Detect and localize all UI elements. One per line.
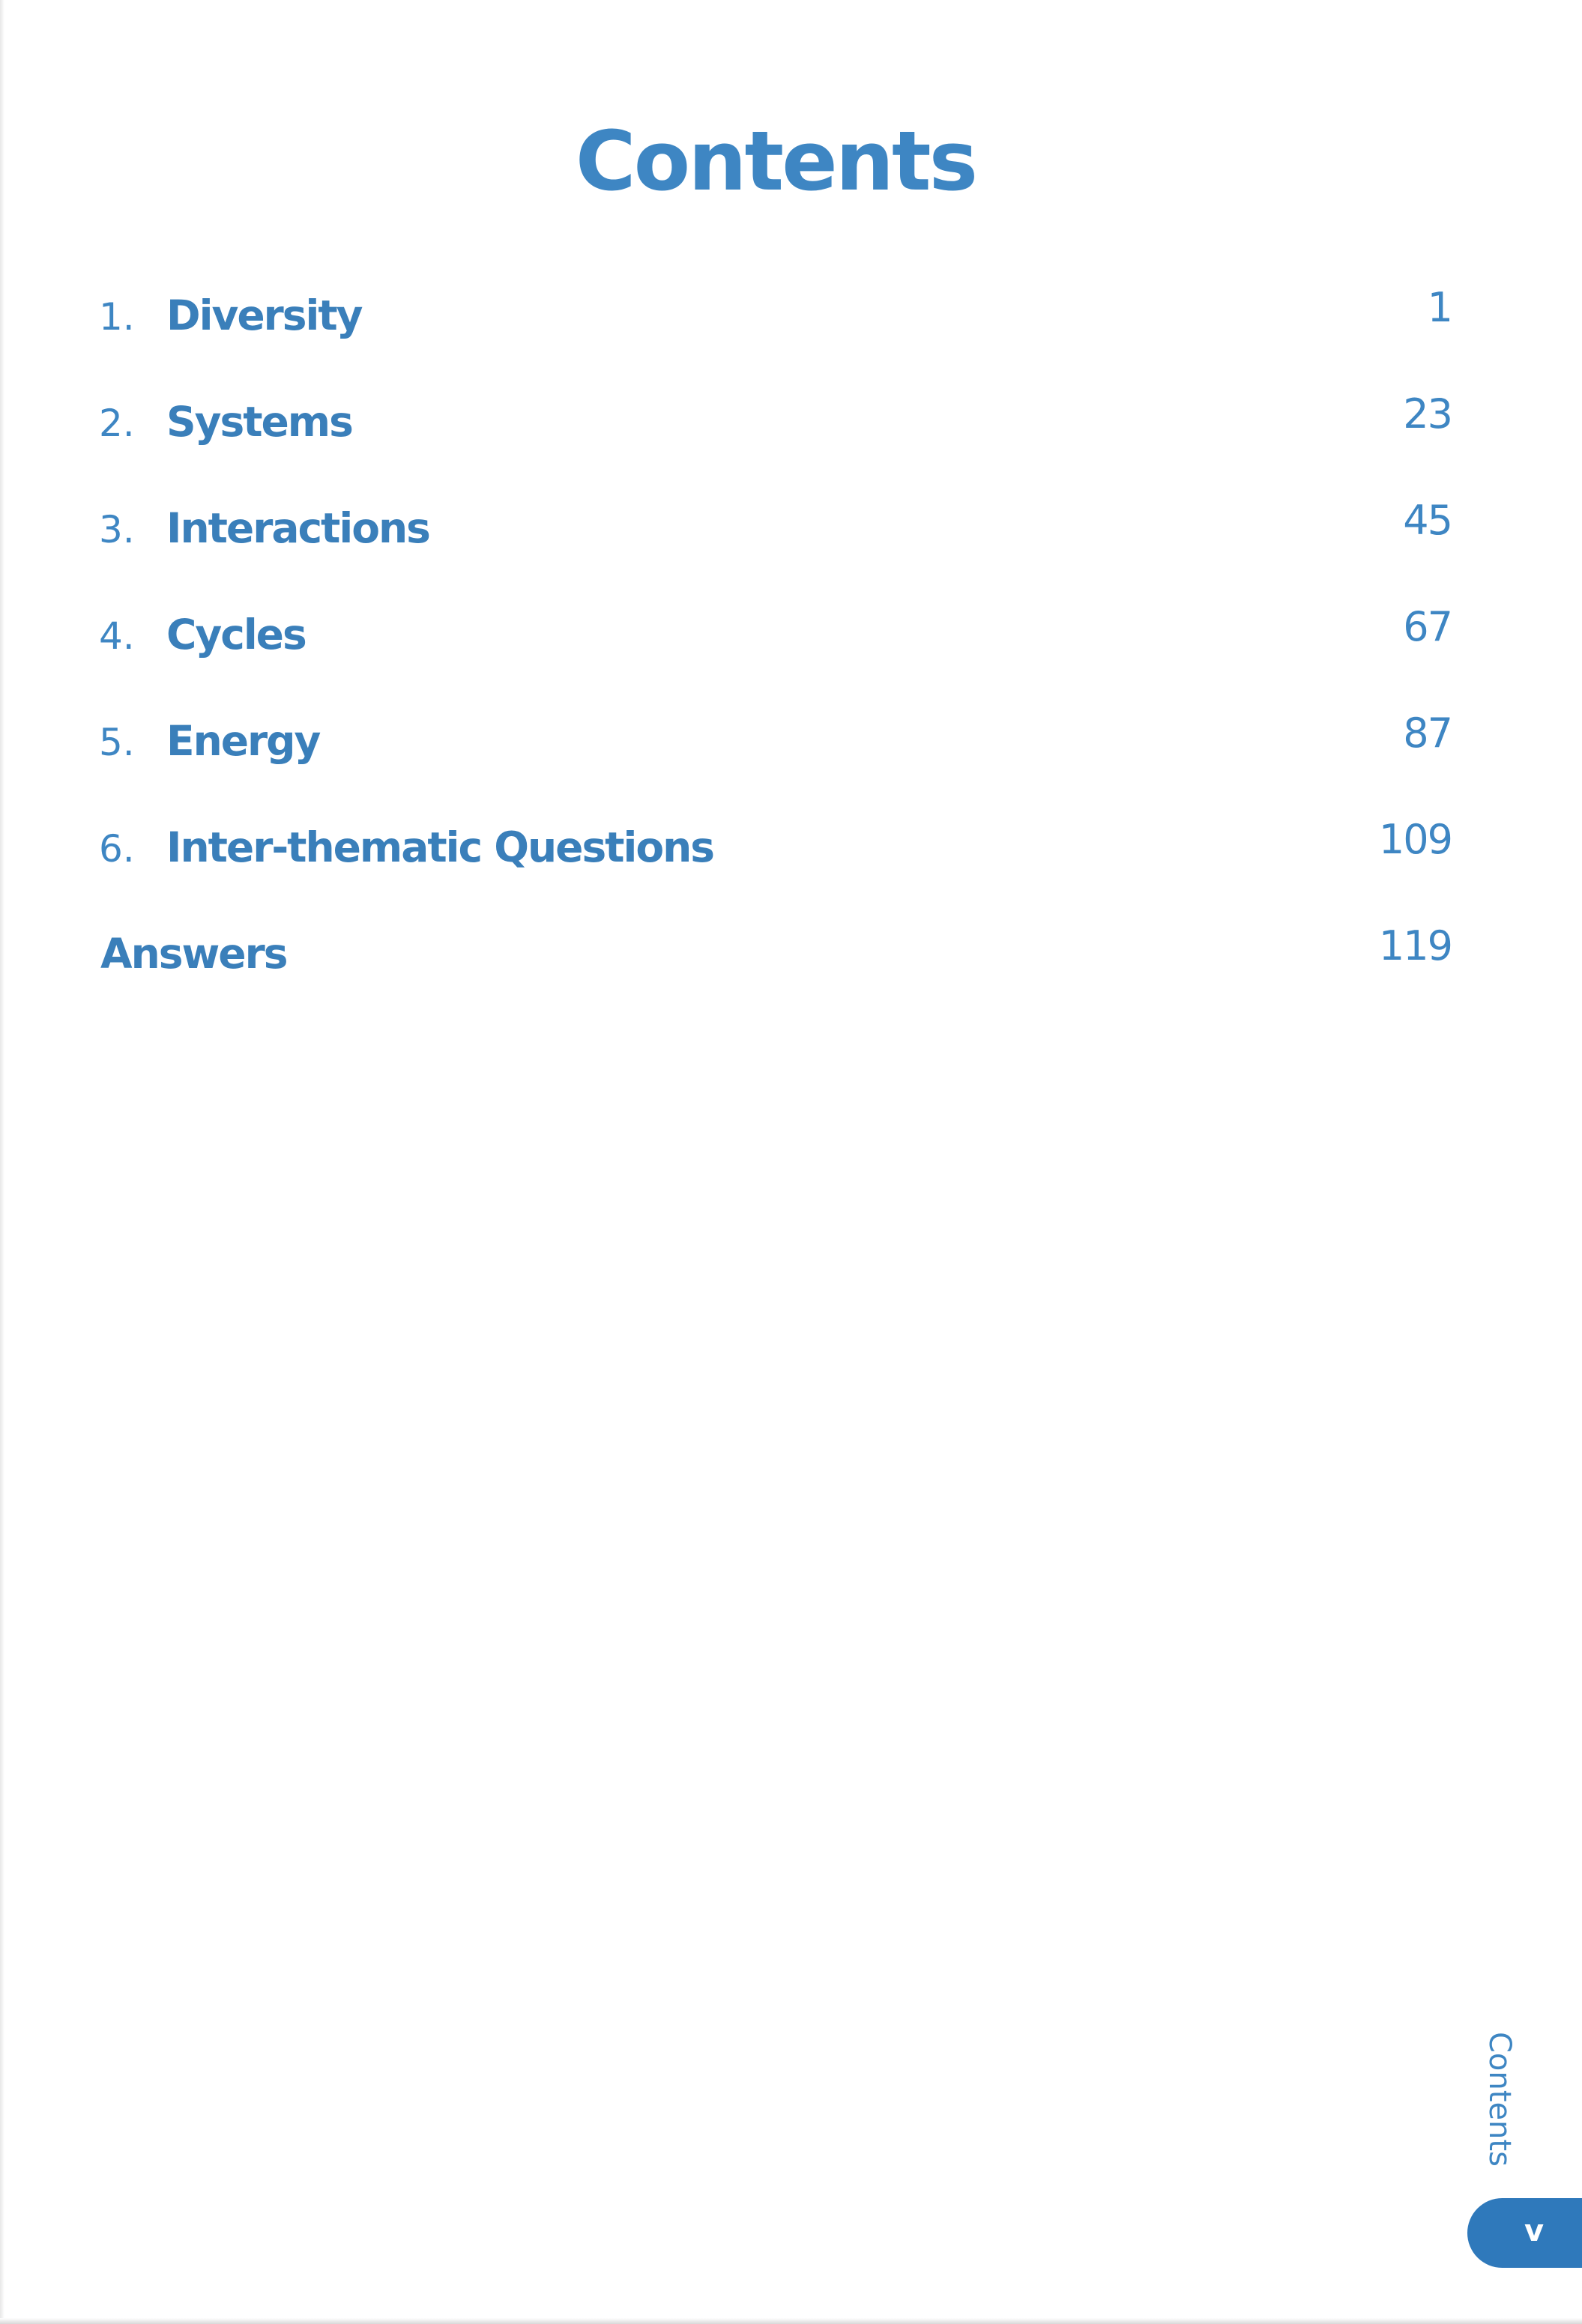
toc-entry-title[interactable]: Energy xyxy=(166,717,320,765)
toc-entry-energy[interactable] xyxy=(0,709,1582,788)
page-bottom-edge xyxy=(0,2318,1582,2324)
toc-entry-page: 67 xyxy=(1403,603,1452,650)
toc-entry-number: 2. xyxy=(99,402,135,445)
toc-entry-title[interactable]: Inter-thematic Questions xyxy=(166,823,714,871)
toc-entry-number: 4. xyxy=(99,614,135,658)
toc-entry-diversity[interactable] xyxy=(0,284,1582,363)
toc-entry-title[interactable]: Answers xyxy=(100,930,287,978)
toc-entry-title[interactable]: Cycles xyxy=(166,611,306,659)
toc-entry-page: 119 xyxy=(1378,922,1452,969)
toc-entry-page: 1 xyxy=(1427,284,1452,331)
page-title: Contents xyxy=(575,113,976,209)
page-number-tab xyxy=(1467,2198,1582,2268)
toc-entry-answers[interactable] xyxy=(0,922,1582,1001)
toc-entry-title[interactable]: Systems xyxy=(166,398,352,446)
running-section-label: Contents xyxy=(1482,2032,1517,2167)
toc-entry-interactions[interactable] xyxy=(0,497,1582,575)
toc-entry-title[interactable]: Diversity xyxy=(166,291,362,339)
toc-entry-number: 5. xyxy=(99,721,135,764)
toc-entry-page: 45 xyxy=(1403,497,1452,544)
toc-entry-page: 23 xyxy=(1403,390,1452,438)
toc-entry-cycles[interactable] xyxy=(0,603,1582,682)
toc-entry-systems[interactable] xyxy=(0,390,1582,469)
toc-entry-number: 1. xyxy=(99,295,135,339)
toc-entry-title[interactable]: Interactions xyxy=(166,504,429,552)
toc-entry-number: 6. xyxy=(99,827,135,871)
toc-entry-inter-thematic-questions[interactable] xyxy=(0,816,1582,895)
toc-entry-page: 109 xyxy=(1378,816,1452,863)
toc-entry-page: 87 xyxy=(1403,709,1452,757)
toc-entry-number: 3. xyxy=(99,508,135,551)
page-number: v xyxy=(1524,2214,1545,2248)
